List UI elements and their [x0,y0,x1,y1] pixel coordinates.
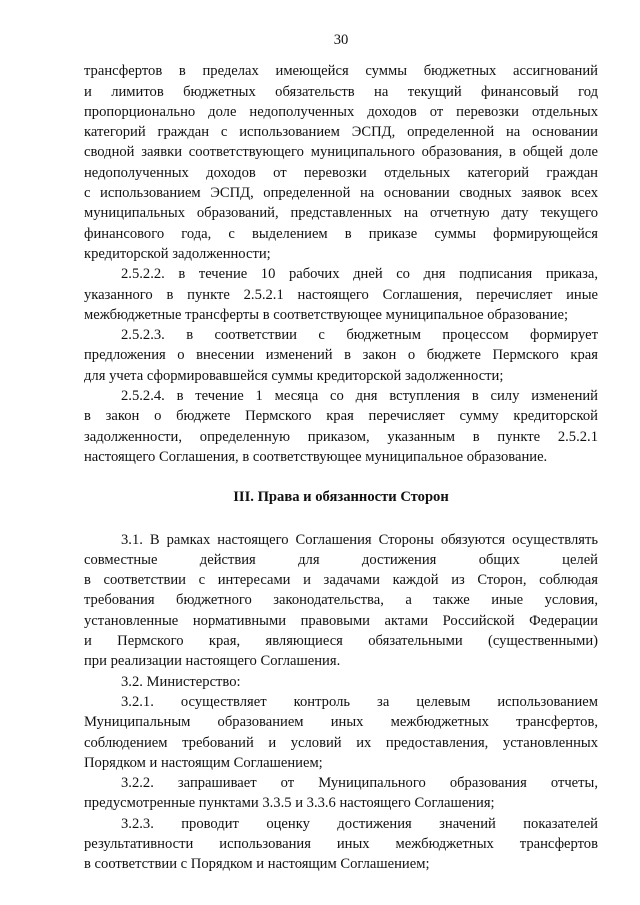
paragraph-line: настоящего Соглашения, в соответствующее муниципальное образование. [84,448,548,465]
paragraph-line: установленные нормативными правовыми актами Российской Федерации [84,612,598,629]
paragraph-line: совместные действия для достижения общих целей [84,551,598,568]
paragraph-line: при реализации настоящего Соглашения. [84,653,341,670]
paragraph-line: и лимитов бюджетных обязательств на текущий финансовый год [84,83,598,100]
paragraph-line: Порядком и настоящим Соглашением; [84,754,323,771]
paragraph-line: пропорционально доле недополученных доходов от перевозки отдельных [84,103,598,120]
page-number: 30 [333,32,349,48]
section-3-text [84,530,598,875]
paragraph-line: Муниципальным образованием иных межбюджетных трансфертов, [84,714,598,731]
paragraph-line: задолженности, определенную приказом, указанным в пункте 2.5.2.1 [84,428,598,445]
paragraph-line: предложения о внесении изменений в закон о бюджете Пермского края [84,347,598,364]
paragraph-line: и Пермского края, являющиеся обязательными (существенными) [84,633,598,650]
paragraph-line: 3.2.1. осуществляет контроль за целевым использованием [121,693,598,710]
paragraph-line: 3.2. Министерство: [121,673,241,690]
paragraph-line: для учета сформировавшейся суммы кредиторской задолженности; [84,367,504,384]
paragraph-line: в соответствии с Порядком и настоящим Соглашением; [84,856,430,873]
paragraph-line: 3.1. В рамках настоящего Соглашения Стороны обязуются осуществлять [121,531,598,548]
paragraph-line: категорий граждан с использованием ЭСПД, определенной на основании [84,124,598,141]
paragraph-line: требования бюджетного законодательства, а также иные условия, [84,592,598,609]
paragraph-line: 3.2.3. проводит оценку достижения значений показателей [121,815,598,832]
paragraph-line: в соответствии с интересами и задачами каждой из Сторон, соблюдая [84,572,598,589]
paragraph-line: сводной заявки соответствующего муниципального образования, в общей доле [84,144,598,161]
paragraph-line: в закон о бюджете Пермского края перечисляет сумму кредиторской [84,408,598,425]
paragraph-line: 2.5.2.2. в течение 10 рабочих дней со дня подписания приказа, [121,266,598,283]
paragraph-line: 3.2.2. запрашивает от Муниципального образования отчеты, [121,775,598,792]
paragraph-line: 2.5.2.3. в соответствии с бюджетным процессом формирует [121,327,598,344]
section-heading: III. Права и обязанности Сторон [233,489,449,506]
paragraph-line: 2.5.2.4. в течение 1 месяца со дня вступления в силу изменений [121,388,598,405]
section-2-text [84,61,598,467]
paragraph-line: результативности использования иных межбюджетных трансфертов [84,835,598,852]
paragraph-line: кредиторской задолженности; [84,245,271,262]
paragraph-line: трансфертов в пределах имеющейся суммы бюджетных ассигнований [84,63,598,80]
paragraph-line: недополученных доходов от перевозки отдельных категорий граждан [84,164,598,181]
paragraph-line: соблюдением требований и условий их предоставления, установленных [84,734,598,751]
paragraph-line: указанного в пункте 2.5.2.1 настоящего Соглашения, перечисляет иные [84,286,598,303]
paragraph-line: предусмотренные пунктами 3.3.5 и 3.3.6 настоящего Соглашения; [84,795,495,812]
paragraph-line: межбюджетные трансферты в соответствующее муниципальное образование; [84,306,569,323]
paragraph-line: муниципальных образований, представленных на отчетную дату текущего [84,205,598,222]
paragraph-line: финансового года, с выделением в приказе суммы формирующейся [84,225,598,242]
paragraph-line: с использованием ЭСПД, определенной на основании сводных заявок всех [84,185,598,202]
